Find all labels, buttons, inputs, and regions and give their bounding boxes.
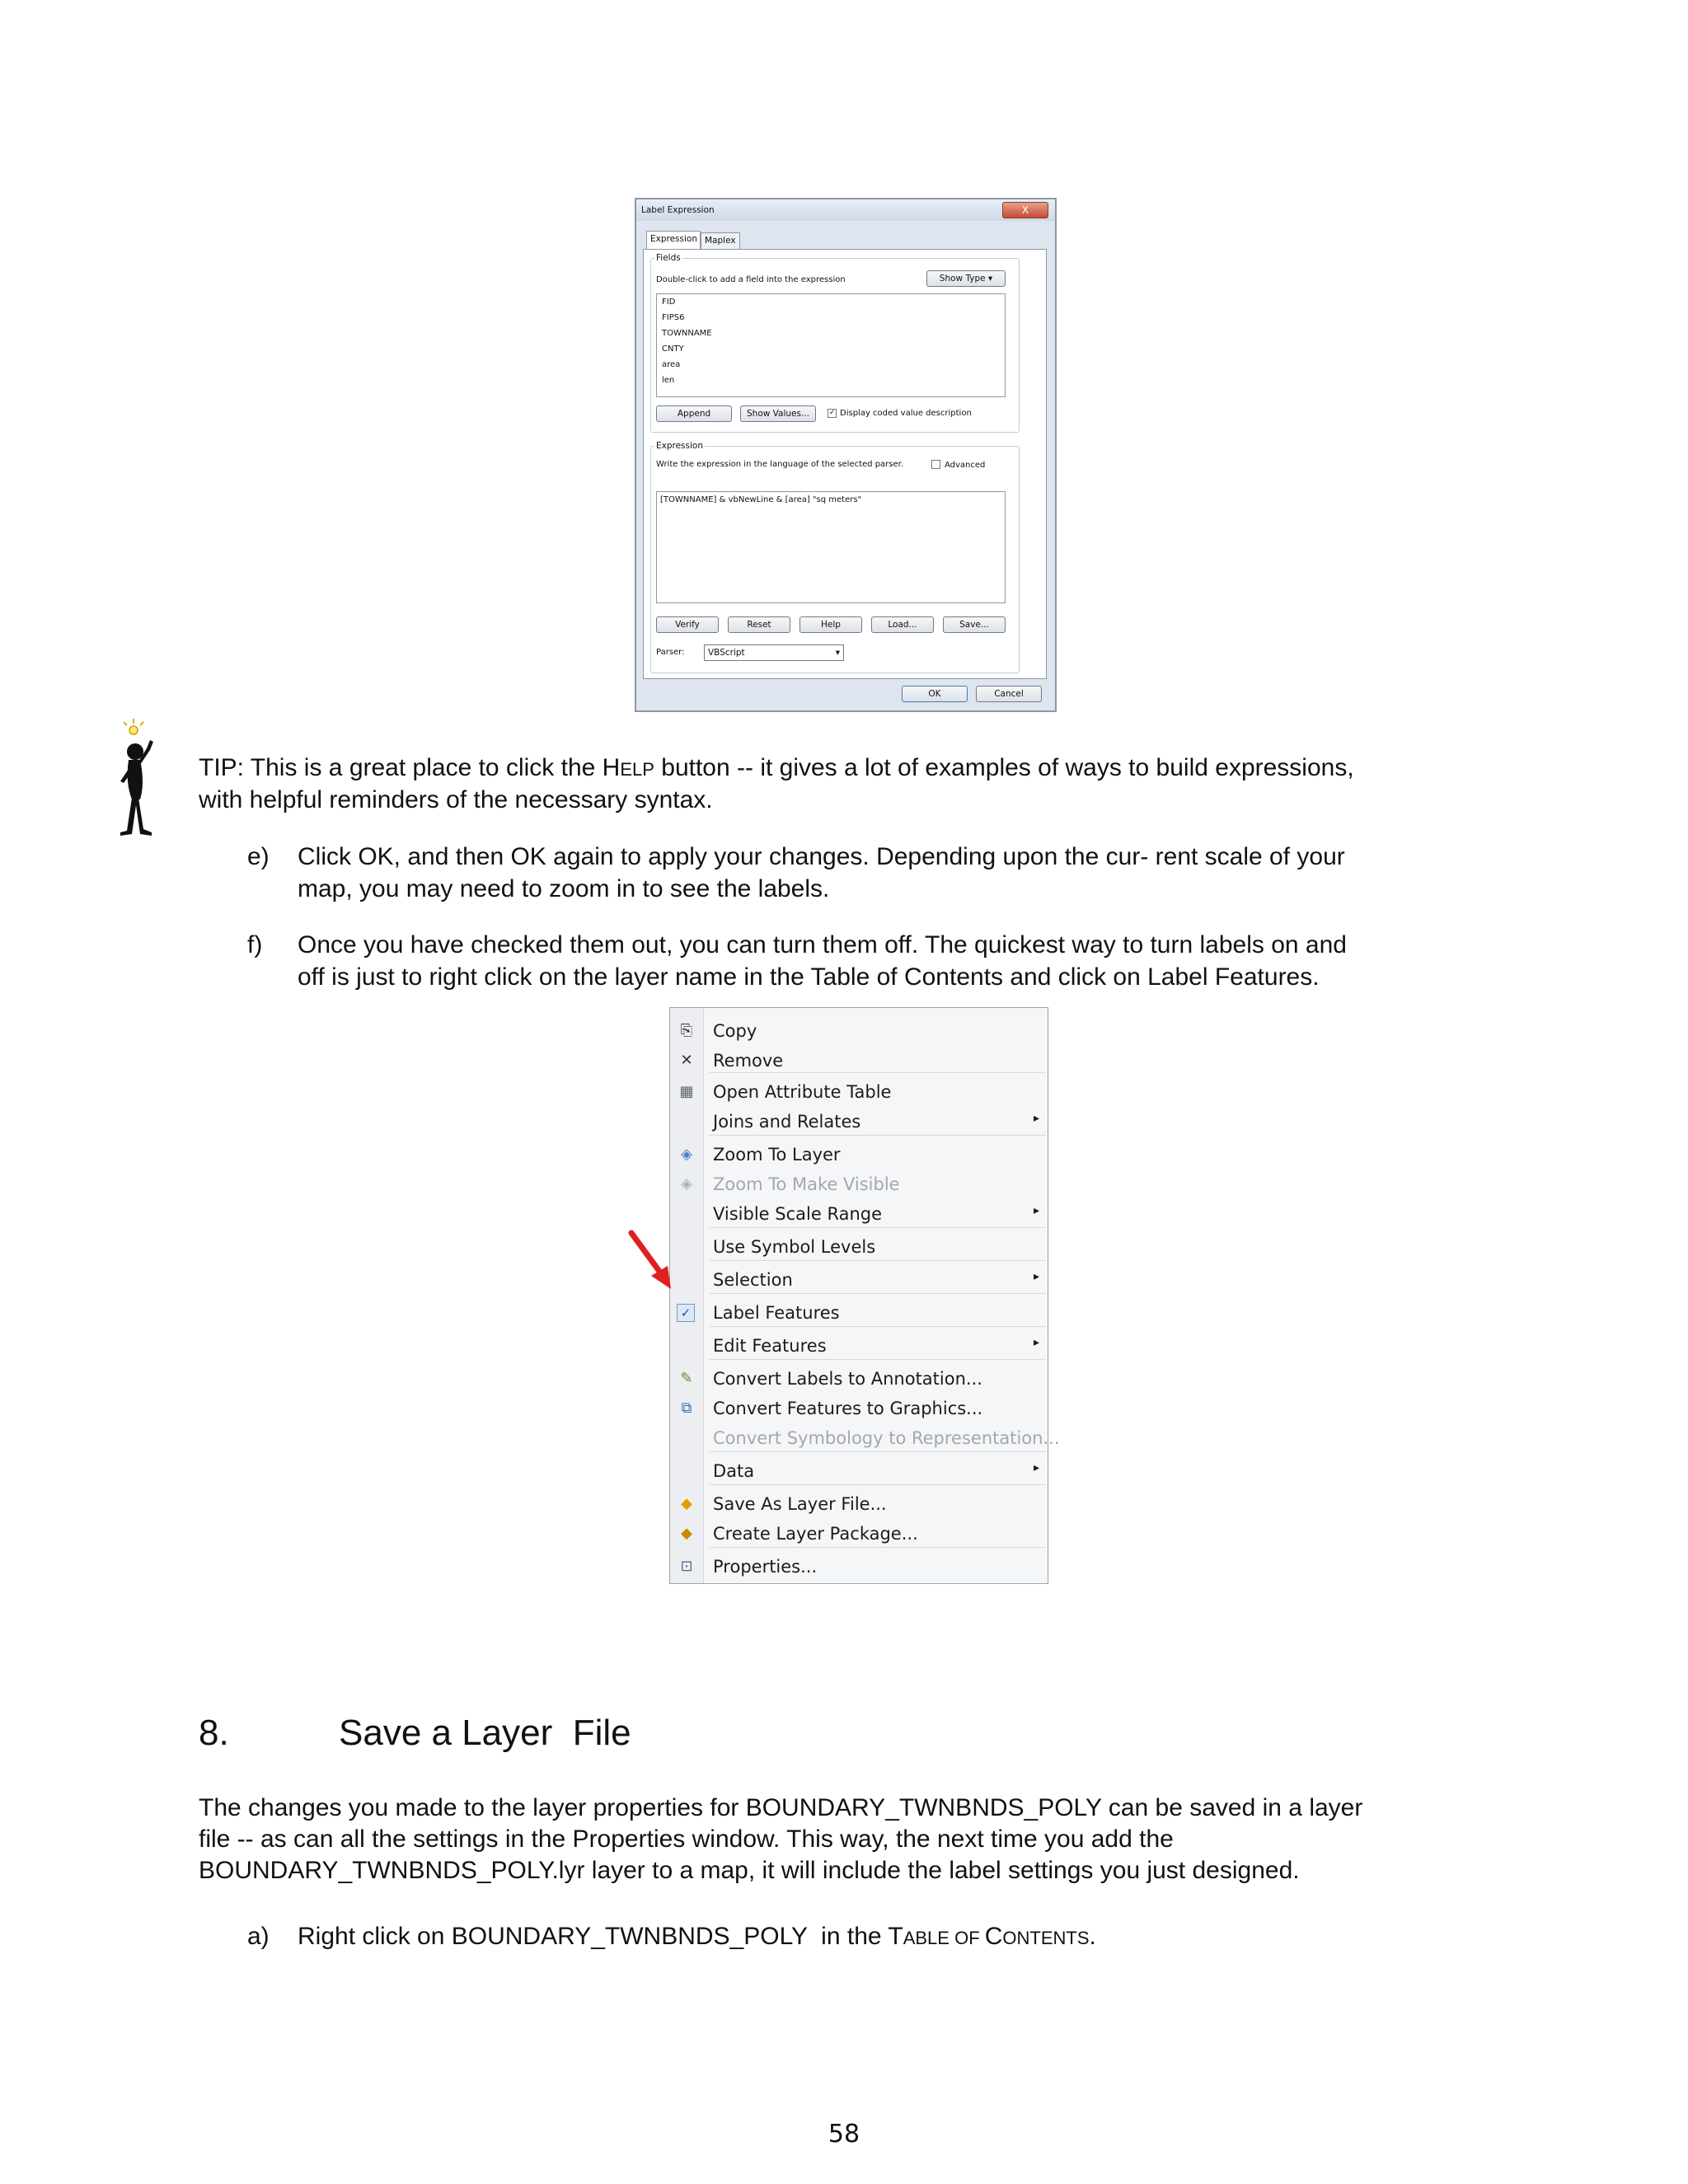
cancel-button[interactable]: Cancel [976, 686, 1042, 702]
load-button[interactable]: Load... [871, 616, 934, 633]
table-icon: ▦ [679, 1083, 694, 1100]
graphics-icon: ⧉ [681, 1399, 692, 1417]
menu-item-properties[interactable] [670, 1552, 1048, 1582]
fields-list[interactable] [656, 293, 1006, 397]
field-item[interactable]: area [662, 360, 681, 369]
expression-hint: Write the expression in the language of the selected parser. [656, 460, 904, 469]
menu-separator [710, 1359, 1046, 1360]
step-a-text: Right click on BOUNDARY_TWNBNDS_POLY in the TABLE OF CONTENTS. [298, 1923, 1096, 1950]
menu-separator [710, 1547, 1046, 1548]
tab-maplex[interactable]: Maplex [701, 232, 740, 249]
fields-hint: Double-click to add a field into the expression [656, 275, 846, 284]
copy-icon: ⎘ [680, 1022, 693, 1039]
menu-separator [710, 1451, 1046, 1452]
show-type-button[interactable]: Show Type ▾ [926, 270, 1006, 287]
verify-button[interactable]: Verify [656, 616, 719, 633]
menu-item-label: Properties... [713, 1557, 818, 1577]
menu-item-label: Zoom To Make Visible [713, 1174, 900, 1194]
step-f-marker: f) [247, 931, 263, 958]
menu-item-convert-features-to-graphics[interactable] [670, 1394, 1048, 1423]
menu-separator [710, 1227, 1046, 1228]
menu-item-label: Selection [713, 1270, 793, 1290]
save-button[interactable]: Save... [943, 616, 1006, 633]
menu-item-convert-symbology-to-representation [670, 1423, 1060, 1453]
tip-line-1: TIP: This is a great place to click the HELP button -- it gives a lot of examples of ways to build expressions, [199, 754, 1354, 781]
menu-item-label: Convert Symbology to Representation... [713, 1428, 1060, 1448]
expression-text: [TOWNNAME] & vbNewLine & [area] "sq meters" [660, 495, 862, 504]
menu-item-label: Data [713, 1461, 755, 1481]
menu-item-convert-labels-to-annotation[interactable] [670, 1364, 1048, 1394]
submenu-arrow-icon: ▸ [1033, 1270, 1039, 1283]
advanced-label: Advanced [945, 461, 986, 470]
menu-item-label: Create Layer Package... [713, 1524, 918, 1544]
submenu-arrow-icon: ▸ [1033, 1461, 1039, 1474]
display-coded-label: Display coded value description [840, 409, 972, 418]
menu-item-create-layer-package[interactable] [670, 1519, 1048, 1549]
menu-separator [710, 1326, 1046, 1327]
menu-item-label: Visible Scale Range [713, 1204, 883, 1224]
annotation-icon: ✎ [680, 1370, 693, 1387]
step-f-line-1: Once you have checked them out, you can turn them off. The quickest way to turn labels on and [298, 931, 1347, 958]
step-a-marker: a) [247, 1923, 270, 1950]
expression-group-label: Expression [656, 441, 703, 451]
menu-item-label: Joins and Relates [713, 1112, 861, 1132]
dialog-title: Label Expression [641, 205, 715, 215]
dialog-titlebar [636, 199, 1055, 221]
menu-item-label: Use Symbol Levels [713, 1237, 876, 1257]
zoom-layer-icon: ◈ [681, 1146, 692, 1163]
menu-item-edit-features[interactable] [670, 1331, 1048, 1361]
menu-item-label: Zoom To Layer [713, 1145, 841, 1165]
menu-item-label: Save As Layer File... [713, 1494, 887, 1514]
section-title: Save a Layer File [339, 1713, 631, 1753]
layer-file-icon: ◆ [681, 1495, 692, 1512]
step-e-line-1: Click OK, and then OK again to apply your changes. Depending upon the cur- rent scale of your [298, 843, 1345, 870]
menu-item-visible-scale-range[interactable] [670, 1199, 1048, 1229]
field-item[interactable]: FIPS6 [662, 313, 685, 322]
step-e-line-2: map, you may need to zoom in to see the labels. [298, 875, 830, 902]
menu-item-use-symbol-levels[interactable] [670, 1232, 1048, 1262]
help-button[interactable]: Help [799, 616, 862, 633]
menu-item-label: Remove [713, 1051, 784, 1071]
menu-item-copy[interactable] [670, 1016, 1048, 1046]
expression-group [650, 441, 1020, 673]
menu-separator [710, 1293, 1046, 1294]
parser-label: Parser: [656, 648, 685, 657]
remove-icon: ✕ [680, 1052, 693, 1069]
menu-item-data[interactable] [670, 1456, 1048, 1486]
step-e-marker: e) [247, 843, 270, 870]
section-number: 8. [199, 1713, 229, 1753]
menu-item-label: Label Features [713, 1303, 840, 1323]
tip-figure-icon [115, 717, 162, 837]
show-values-button[interactable]: Show Values... [740, 405, 816, 422]
show-type-label: Show Type [939, 274, 986, 284]
menu-separator [710, 1484, 1046, 1485]
menu-item-label: Open Attribute Table [713, 1082, 892, 1102]
package-icon: ◆ [681, 1525, 692, 1542]
menu-item-label-features[interactable] [670, 1298, 1048, 1328]
menu-separator [710, 1135, 1046, 1136]
layer-context-menu [669, 1007, 1060, 1584]
properties-icon: ⊡ [680, 1558, 693, 1575]
tip-line-2: with helpful reminders of the necessary syntax. [199, 786, 713, 813]
menu-separator [710, 1072, 1046, 1073]
menu-item-zoom-to-layer[interactable] [670, 1140, 1048, 1169]
field-item[interactable]: CNTY [662, 344, 684, 354]
menu-item-joins-and-relates[interactable] [670, 1107, 1048, 1137]
check-icon: ✓ [677, 1304, 695, 1322]
reset-button[interactable]: Reset [728, 616, 790, 633]
menu-item-selection[interactable] [670, 1265, 1048, 1295]
menu-item-label: Edit Features [713, 1336, 827, 1356]
expression-panel [643, 249, 1047, 679]
menu-item-label: Convert Features to Graphics... [713, 1399, 983, 1418]
submenu-arrow-icon: ▸ [1033, 1336, 1039, 1349]
menu-item-label: Convert Labels to Annotation... [713, 1369, 982, 1389]
menu-item-open-attribute-table[interactable] [670, 1077, 1048, 1107]
fields-group [650, 253, 1020, 433]
paragraph-line-3: BOUNDARY_TWNBNDS_POLY.lyr layer to a map, it will include the label settings you just designed. [199, 1857, 1300, 1884]
menu-separator [710, 1260, 1046, 1261]
zoom-visible-icon: ◈ [681, 1175, 692, 1193]
append-button[interactable]: Append [656, 405, 732, 422]
page-number: 58 [828, 2120, 860, 2149]
label-expression-dialog [635, 198, 1057, 712]
menu-item-zoom-to-make-visible [670, 1169, 1048, 1199]
fields-group-label: Fields [656, 253, 681, 263]
display-coded-checkbox[interactable]: ✓ [828, 409, 836, 417]
expression-textarea[interactable] [656, 491, 1006, 603]
close-button[interactable]: X [1002, 202, 1048, 218]
menu-item-label: Copy [713, 1021, 757, 1041]
parser-value: VBScript [708, 648, 745, 658]
submenu-arrow-icon: ▸ [1033, 1112, 1039, 1125]
chevron-down-icon: ▾ [835, 648, 840, 658]
parser-select[interactable] [704, 644, 844, 661]
menu-item-save-as-layer-file[interactable] [670, 1489, 1048, 1519]
paragraph-line-1: The changes you made to the layer properties for BOUNDARY_TWNBNDS_POLY can be saved in a layer [199, 1794, 1363, 1821]
field-item[interactable]: len [662, 376, 675, 385]
step-f-line-2: off is just to right click on the layer name in the Table of Contents and click on Label Features. [298, 963, 1320, 991]
tab-expression[interactable]: Expression [646, 231, 701, 249]
field-item[interactable]: TOWNNAME [662, 329, 712, 338]
menu-item-remove[interactable] [670, 1046, 1048, 1076]
red-arrow-icon [626, 1228, 679, 1294]
ok-button[interactable]: OK [902, 686, 968, 702]
paragraph-line-2: file -- as can all the settings in the Properties window. This way, the next time you add the [199, 1825, 1174, 1853]
advanced-checkbox[interactable] [931, 460, 940, 469]
submenu-arrow-icon: ▸ [1033, 1204, 1039, 1217]
field-item[interactable]: FID [662, 298, 676, 307]
